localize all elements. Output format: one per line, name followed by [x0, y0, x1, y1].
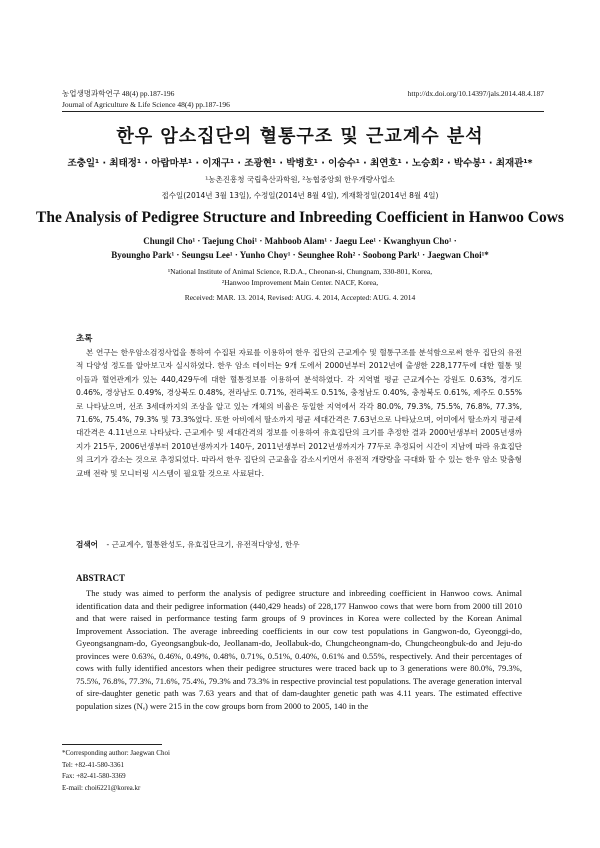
keywords-list: - 근교계수, 혈통완성도, 유효집단크기, 유전적다양성, 한우	[106, 540, 300, 549]
korean-affiliation: ¹농촌진흥청 국립축산과학원, ²농협중앙회 한우개량사업소	[205, 175, 395, 184]
english-affiliation-line-2: ²Hanwoo Improvement Main Center. NACF, Korea,	[221, 278, 379, 287]
english-affiliation	[50, 266, 550, 288]
english-dates: Received: MAR. 13. 2014, Revised: AUG. 4. 2014, Accepted: AUG. 4. 2014	[184, 293, 416, 302]
korean-abstract-heading: 초록	[76, 334, 93, 344]
email[interactable]: E-mail: choi6221@korea.kr	[62, 783, 141, 792]
header-rule	[62, 111, 544, 112]
korean-abstract: 본 연구는 한우암소검정사업을 통하여 수집된 자료를 이용하여 한우 집단의 근교계수 및 혈통구조를 분석함으로써 한우 집단의 유전적 다양성 정도를 알아보고자 실시하였다. 한우 암소 데이터는 9개 도에서 2000년부터 2012년에 출생한 228,177두에 대한 혈통 및 이들과 혈연관계가 있는 440,429두에 대한 혈통정보를 이용하여 분석하였다. 각 지역별 평균 근교계수는 강원도 0.63%, 경기도 0.46%, 경상남도 0.49%, 경상북도 0.48%, 전라남도 0.71%, 전라북도 0.51%, 충청남도 0.40%, 충청북도 0.61%, 제주도 0.55%로 나타났으며, 선조 3세대까지의 조상을 알고 있는 개체의 비율은 동일한 지역에서 각각 80.0%, 79.3%, 75.5%, 76.8%, 77.3%, 71.6%, 75.4%, 79.3% 및 73.3%였다. 또한 아비에서 딸소까지 평균 세대간격은 7.63년으로 나타났으며, 어미에서 딸소까지 평균세대간격은 4.11년으로 나타났다. 근교계수 및 세대간격의 정보를 이용하여 유효집단의 크기를 추정한 결과 2000년생부터 2005년생까지가 215두, 2006년생부터 2010년생까지가 140두, 2011년생부터 2012년생까지가 77두로 추정되어 시간이 지남에 따라 유효집단의 크기가 감소는 것으로 추정되었다. 따라서 한우 집단의 근교율을 감소시키면서 유전적 개량량을 극대화 할 수 있는 한우 암소 맞춤형 교배 전략 및 모니터링 시스템이 필요할 것으로 사료된다.	[76, 348, 522, 478]
english-abstract: The study was aimed to perform the analysis of pedigree structure and inbreeding coefficient in Hanwoo cows. Animal identification data and their pedigree information (440,429 heads) of 228,177 Hanwoo cows that were born from 2000 till 2010 and that were raised in performance testing farm groups of 9 provinces in Korea were collected by the Korean Animal Improvement Association. The average inbreeding coefficients in our cow test populations in Gangwon-do, Gyeonggi-do, Gyeongsangnam-do, Gyeongsangbuk-do, Jeollanam-do, Jeollabuk-do, Chungcheongnam-do, Chungcheongbuk-do and Jeju-do provinces were 0.63%, 0.46%, 0.49%, 0.48%, 0.71%, 0.51%, 0.40%, 0.61% and 0.55%, respectively. And their percentages of cows with fully identified ancestors when their pedigree structures were traced back up to 3 generations were 80.0%, 79.3%, 75.5%, 76.8%, 77.3%, 71.6%, 75.4%, 79.3% and 73.3% in respective provincial test populations. The average generation interval of sire-daughter genetic path was 7.63 years and that of dam-daughter genetic path was 4.11 years. The estimated effective population sizes (Nₑ) were 215 in the cow groups born from 2000 to 2005, 140 in the	[76, 588, 522, 711]
korean-keywords	[76, 539, 522, 550]
keywords-label: 검색어	[76, 540, 99, 549]
footnote	[62, 748, 362, 794]
english-abstract-heading: ABSTRACT	[76, 573, 126, 583]
fax: Fax: +82-41-580-3369	[62, 772, 126, 780]
english-authors-line-2: Byoungho Park¹ · Seungsu Lee¹ · Yunho Choy¹ · Seunghee Roh² · Soobong Park¹ · Jaegwan Choi¹*	[111, 250, 489, 260]
running-header	[62, 88, 544, 110]
english-authors	[50, 234, 550, 262]
journal-en-citation: Journal of Agriculture & Life Science 48(4) pp.187-196	[62, 100, 230, 109]
journal-kr-citation: 농업생명과학연구 48(4) pp.187-196	[62, 89, 175, 98]
tel: Tel: +82-41-580-3361	[62, 760, 124, 769]
english-title: The Analysis of Pedigree Structure and Inbreeding Coefficient in Hanwoo Cows	[36, 209, 564, 226]
english-affiliation-line-1: ¹National Institute of Animal Science, R.D.A., Cheonan-si, Chungnam, 330-801, Korea,	[167, 267, 433, 276]
korean-dates: 접수일(2014년 3월 13일), 수정일(2014년 8월 4일), 게재확정일(2014년 8월 4일)	[161, 191, 439, 200]
korean-title: 한우 암소집단의 혈통구조 및 근교계수 분석	[116, 126, 484, 147]
korean-authors: 조충일¹ · 최태정¹ · 아랍마부¹ · 이재구¹ · 조광현¹ · 박병호¹ · 이승수¹ · 최연호¹ · 노승희² · 박수봉¹ · 최재관¹*	[67, 158, 533, 169]
english-authors-line-1: Chungil Cho¹ · Taejung Choi¹ · Mahboob Alam¹ · Jaegu Lee¹ · Kwanghyun Cho¹ ·	[143, 236, 457, 246]
corresponding-author: *Corresponding author: Jaegwan Choi	[62, 749, 170, 757]
footnote-rule	[62, 744, 162, 745]
doi-link[interactable]: http://dx.doi.org/10.14397/jals.2014.48.4.187	[407, 89, 544, 98]
